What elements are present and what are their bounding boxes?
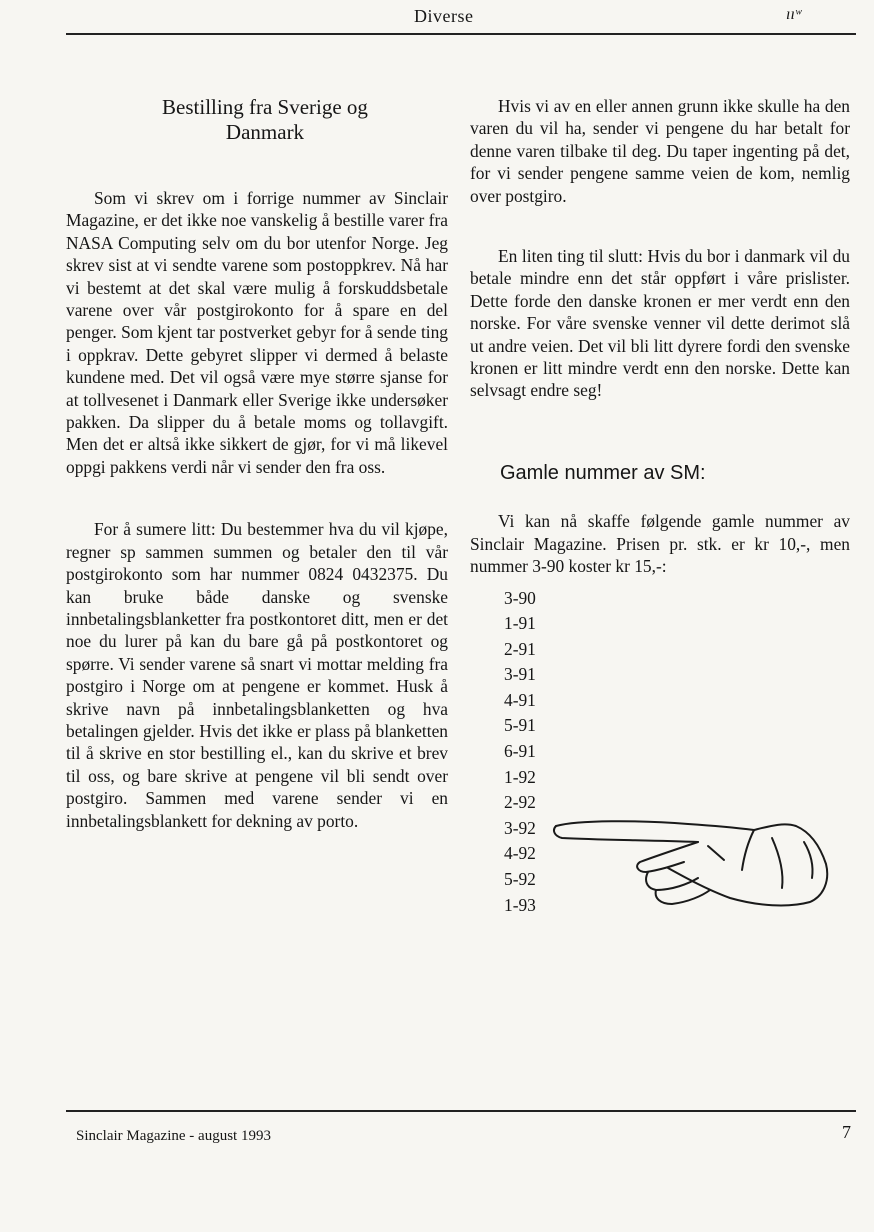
issue-item: 3-90 [504,587,536,608]
issue-item: 5-91 [504,715,536,736]
article-paragraph-4: En liten ting til slutt: Hvis du bor i danmark vil du betale mindre enn det står oppført i våre prislister. Dette forde den danske kronen er mer verdt enn den norske. For våre svenske venner vil dette derimot slå ut andre veien. Det vil bli litt dyrere fordi den svenske kronen er litt mindre verdt enn den norske. Dette kan selvsagt endre seg! [470,246,850,401]
issue-item: 1-93 [504,894,536,915]
issue-item: 5-92 [504,869,536,890]
right-column [470,95,850,918]
issue-item: 4-92 [504,843,536,864]
left-column [66,95,448,832]
article-title-line-2: Danmark [225,120,305,144]
pointing-hand-icon [548,812,838,922]
article-title-line-1: Bestilling fra Sverige og [162,95,368,119]
issue-item: 4-91 [504,689,536,710]
issue-item: 3-92 [504,817,536,838]
section-title: Diverse [414,6,474,26]
article-paragraph-1: Som vi skrev om i forrige nummer av Sinclair Magazine, er det ikke noe vanskelig å bestille varer fra NASA Computing selv om du bor utenfor Norge. Jeg skrev sist at vi sendte varene som postoppkrev. Nå har vi bestemt at det skal være mulig å forskuddsbetale varene over vår postgirokonto for å spare en del penger. Som kjent tar postverket gebyr for å sende ting i oppkrav. Dette gebyret slipper vi dermed å belaste kundene med. Det vil også være mye større sjanse for at tollvesenet i Danmark eller Sverige ikke undersøker pakken. Da slipper du å betale moms og tollavgift. Men det er altså ikke sikkert de gjør, for vi må likevel oppgi pakkens verdi når vi sender den fra oss. [66,188,448,477]
back-issues-intro: Vi kan nå skaffe følgende gamle nummer av Sinclair Magazine. Prisen pr. stk. er kr 10,-, men nummer 3-90 koster kr 15,-: [470,511,850,577]
issue-item: 2-91 [504,638,536,659]
footer-rule [66,1110,856,1112]
footer-publication: Sinclair Magazine - august 1993 [76,1128,271,1144]
issue-item: 6-91 [504,741,536,762]
article-title [66,95,448,145]
issue-item: 3-91 [504,664,536,685]
header-handwritten-mark: ııʷ [786,6,802,23]
issue-item: 1-92 [504,766,536,787]
header-rule [66,33,856,35]
back-issues-heading: Gamle nummer av SM: [500,461,706,484]
page-number: 7 [842,1122,851,1142]
issue-item: 1-91 [504,613,536,634]
issue-item: 2-92 [504,792,536,813]
article-paragraph-2: For å sumere litt: Du bestemmer hva du vil kjøpe, regner sp sammen summen og betaler den til vår postgirokonto som har nummer 0824 0432375. Du kan bruke både danske og svenske innbetalingsblanketter fra postkontoret ditt, men er det noe du lurer på kan du bare gå på postkontoret og spørre. Vi sender varene så snart vi mottar melding fra postgiro i Norge om at pengene er kommet. Husk å skrive navn på innbetalingsblanketten og hva betalingen gjelder. Hvis det ikke er plass på blanketten til å skrive en stor bestilling el., kan du skrive et brev til oss, og bare skrive at pengene vil bli sendt over postgiro. Sammen med varene sender vi en innbetalingsblankett for dekning av porto. [66,519,448,831]
article-paragraph-3: Hvis vi av en eller annen grunn ikke skulle ha den varen du vil ha, sender vi pengene du har betalt for denne varen tilbake til deg. Du taper ingenting på det, for vi sender pengene samme veien de kom, nemlig over postgiro. [470,96,850,206]
